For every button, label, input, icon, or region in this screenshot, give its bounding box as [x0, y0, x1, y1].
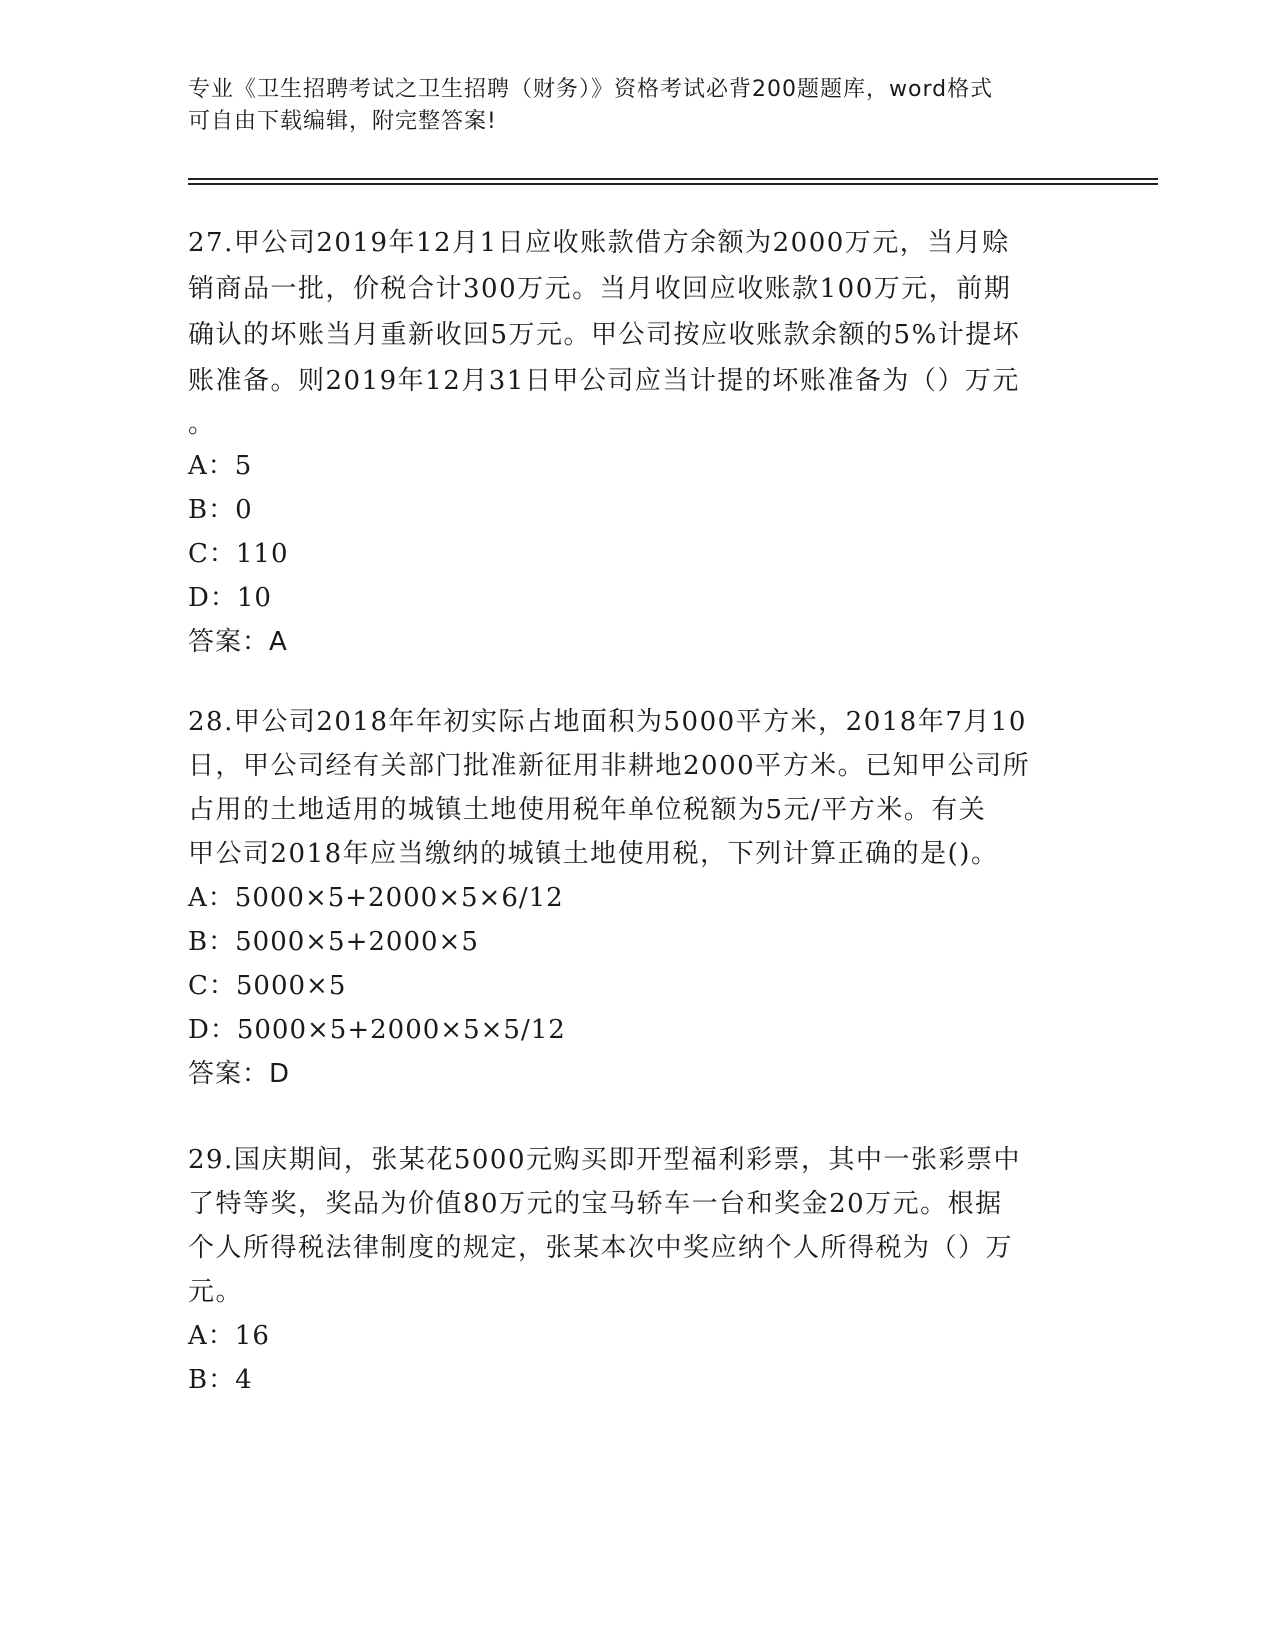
answer: 答案：A	[188, 627, 288, 657]
option-a: A：5000×5+2000×5×6/12	[188, 883, 564, 913]
option-a: A：5	[188, 451, 253, 481]
document-header	[188, 74, 1088, 138]
option-d: D：10	[188, 583, 272, 613]
question-text-line: 占用的土地适用的城镇土地使用税年单位税额为5元/平方米。有关	[188, 795, 987, 825]
option-a: A：16	[188, 1321, 270, 1351]
question-29	[188, 1138, 1088, 1402]
header-line-2: 可自由下载编辑，附完整答案!	[188, 109, 497, 134]
question-text-line: 了特等奖，奖品为价值80万元的宝马轿车一台和奖金20万元。根据	[188, 1189, 1003, 1219]
question-text-line: 销商品一批，价税合计300万元。当月收回应收账款100万元，前期	[188, 274, 1012, 304]
option-c: C：5000×5	[188, 971, 347, 1001]
option-b: B：0	[188, 495, 253, 525]
question-text-line: 账准备。则2019年12月31日甲公司应当计提的坏账准备为（）万元	[188, 366, 1020, 396]
header-divider-bottom	[188, 183, 1158, 185]
question-text-line: 27.甲公司2019年12月1日应收账款借方余额为2000万元，当月赊	[188, 228, 1010, 258]
option-c: C：110	[188, 539, 289, 569]
question-text-line: 元。	[188, 1277, 244, 1307]
answer: 答案：D	[188, 1059, 291, 1089]
header-line-1: 专业《卫生招聘考试之卫生招聘（财务）》资格考试必背200题题库，word格式	[188, 77, 994, 102]
option-b: B：5000×5+2000×5	[188, 927, 479, 957]
question-27	[188, 220, 1088, 664]
question-text-line: 确认的坏账当月重新收回5万元。甲公司按应收账款余额的5%计提坏	[188, 320, 1021, 350]
question-text-line: 28.甲公司2018年年初实际占地面积为5000平方米，2018年7月10	[188, 707, 1027, 737]
option-b: B：4	[188, 1365, 253, 1395]
header-divider-top	[188, 178, 1158, 180]
question-text-line: 29.国庆期间，张某花5000元购买即开型福利彩票，其中一张彩票中	[188, 1145, 1022, 1175]
question-text-line: 日，甲公司经有关部门批准新征用非耕地2000平方米。已知甲公司所	[188, 751, 1031, 781]
option-d: D：5000×5+2000×5×5/12	[188, 1015, 566, 1045]
question-28	[188, 700, 1088, 1096]
question-text-line: 。	[188, 409, 216, 439]
question-text-line: 个人所得税法律制度的规定，张某本次中奖应纳个人所得税为（）万	[188, 1233, 1014, 1263]
question-text-line: 甲公司2018年应当缴纳的城镇土地使用税，下列计算正确的是()。	[188, 839, 999, 869]
